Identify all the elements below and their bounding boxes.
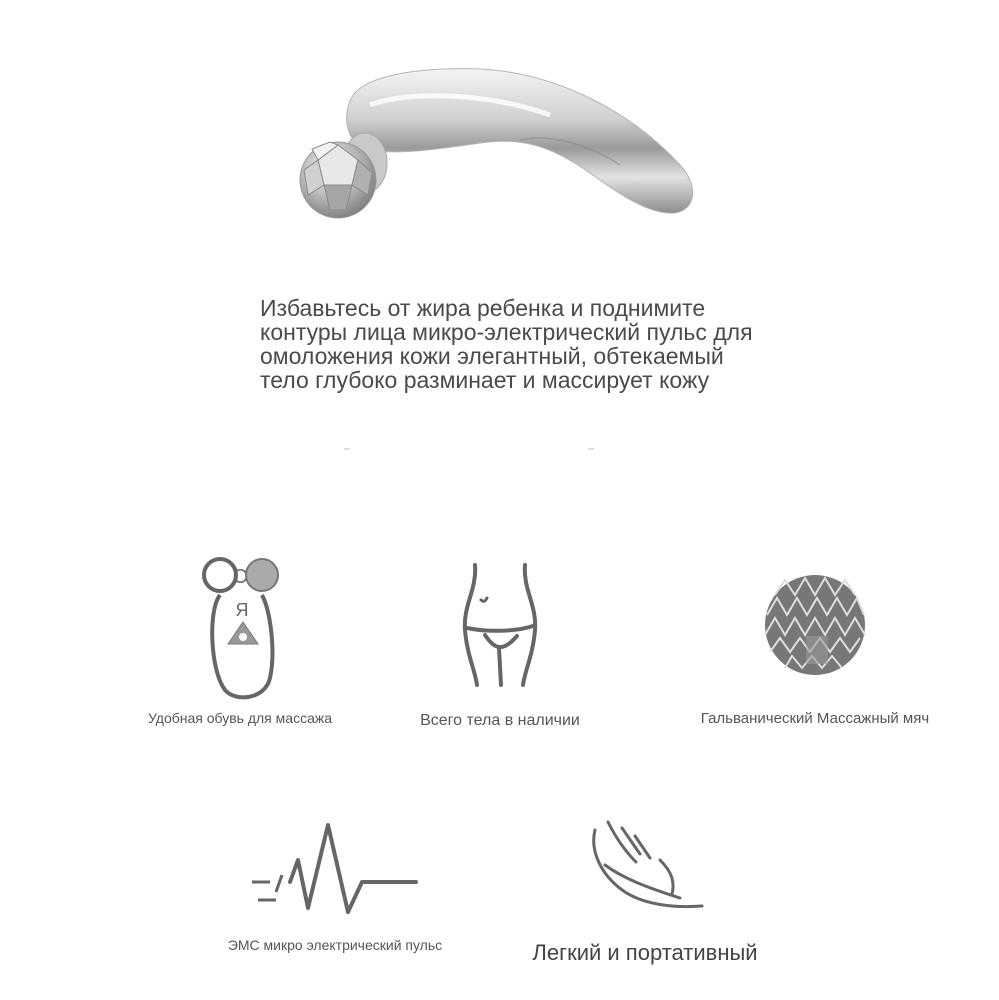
divider-dot — [588, 448, 594, 450]
product-description: Избавьтесь от жира ребенка и поднимите контуры лица микро-электрический пульс для омоложения кожи элегантный, обтекаемый тело глубоко разминает и массирует кожу — [260, 295, 753, 393]
geometric-ball-icon — [760, 570, 870, 680]
feature-portable — [500, 820, 790, 966]
roller-letter-c: C — [232, 566, 248, 588]
feature-label: ЭМС микро электрический пульс — [227, 937, 443, 953]
feature-ems-pulse — [200, 820, 470, 953]
feature-label: Легкий и портативный — [532, 940, 758, 965]
divider-dot — [344, 448, 350, 450]
feature-label: Гальванический Массажный мяч — [700, 710, 930, 727]
feature-label: Удобная обувь для массажа — [147, 710, 333, 726]
feature-label: Всего тела в наличии — [420, 712, 580, 729]
feature-whole-body — [390, 560, 610, 730]
roller-letter-ya: Я — [235, 600, 249, 620]
feature-galvanic-ball — [680, 570, 950, 727]
pulse-wave-icon — [250, 820, 420, 915]
feature-face-roller — [130, 550, 350, 726]
roller-handle — [347, 69, 693, 213]
hand-icon — [580, 820, 710, 910]
product-image — [290, 45, 710, 235]
body-waist-icon — [455, 560, 545, 690]
face-roller-icon — [190, 550, 290, 700]
roller-ball — [300, 142, 376, 218]
